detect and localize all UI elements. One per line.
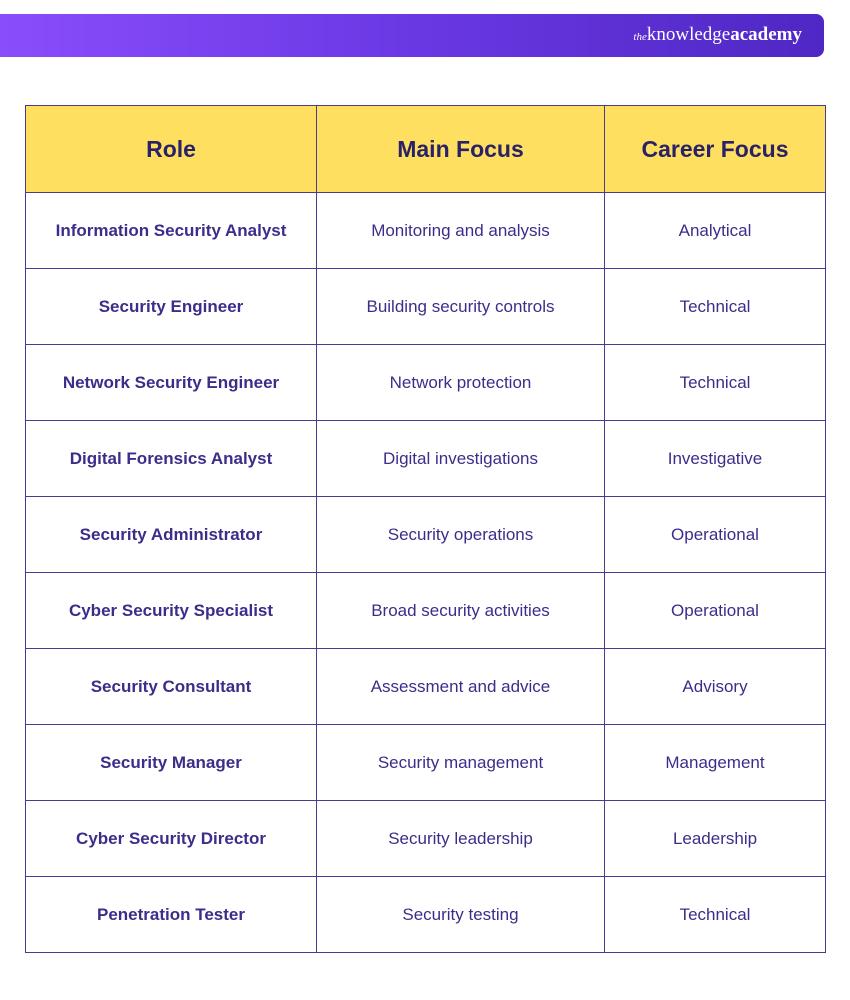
career-focus-cell: Operational (605, 497, 826, 573)
main-focus-cell: Building security controls (317, 269, 605, 345)
career-focus-cell: Leadership (605, 801, 826, 877)
main-focus-cell: Security operations (317, 497, 605, 573)
table-row (26, 573, 826, 649)
table-row (26, 725, 826, 801)
knowledge-academy-logo (633, 24, 802, 48)
header-main-focus: Main Focus (317, 106, 605, 193)
role-cell: Security Engineer (26, 269, 317, 345)
logo-academy: academy (730, 24, 802, 45)
career-focus-cell: Technical (605, 269, 826, 345)
career-focus-cell: Management (605, 725, 826, 801)
main-focus-cell: Digital investigations (317, 421, 605, 497)
table-row (26, 877, 826, 953)
role-cell: Cyber Security Specialist (26, 573, 317, 649)
role-cell: Digital Forensics Analyst (26, 421, 317, 497)
table-row (26, 421, 826, 497)
career-focus-cell: Advisory (605, 649, 826, 725)
header-role: Role (26, 106, 317, 193)
role-cell: Security Consultant (26, 649, 317, 725)
logo-the: the (633, 31, 647, 43)
career-focus-cell: Technical (605, 877, 826, 953)
main-focus-cell: Security leadership (317, 801, 605, 877)
career-focus-cell: Operational (605, 573, 826, 649)
career-focus-cell: Investigative (605, 421, 826, 497)
career-focus-cell: Technical (605, 345, 826, 421)
main-focus-cell: Security management (317, 725, 605, 801)
logo-knowledge: knowledge (646, 24, 731, 45)
role-cell: Information Security Analyst (26, 193, 317, 269)
table-row (26, 497, 826, 573)
role-cell: Security Administrator (26, 497, 317, 573)
table-row (26, 269, 826, 345)
main-focus-cell: Monitoring and analysis (317, 193, 605, 269)
main-focus-cell: Security testing (317, 877, 605, 953)
main-focus-cell: Broad security activities (317, 573, 605, 649)
role-cell: Cyber Security Director (26, 801, 317, 877)
cyber-security-roles-table (25, 105, 826, 953)
role-cell: Security Manager (26, 725, 317, 801)
main-focus-cell: Assessment and advice (317, 649, 605, 725)
role-cell: Penetration Tester (26, 877, 317, 953)
main-focus-cell: Network protection (317, 345, 605, 421)
career-focus-cell: Analytical (605, 193, 826, 269)
header-career-focus: Career Focus (605, 106, 826, 193)
table-row (26, 649, 826, 725)
table-header-row (26, 106, 826, 193)
table-row (26, 801, 826, 877)
brand-banner (0, 14, 824, 57)
table-row (26, 345, 826, 421)
table-row (26, 193, 826, 269)
role-cell: Network Security Engineer (26, 345, 317, 421)
